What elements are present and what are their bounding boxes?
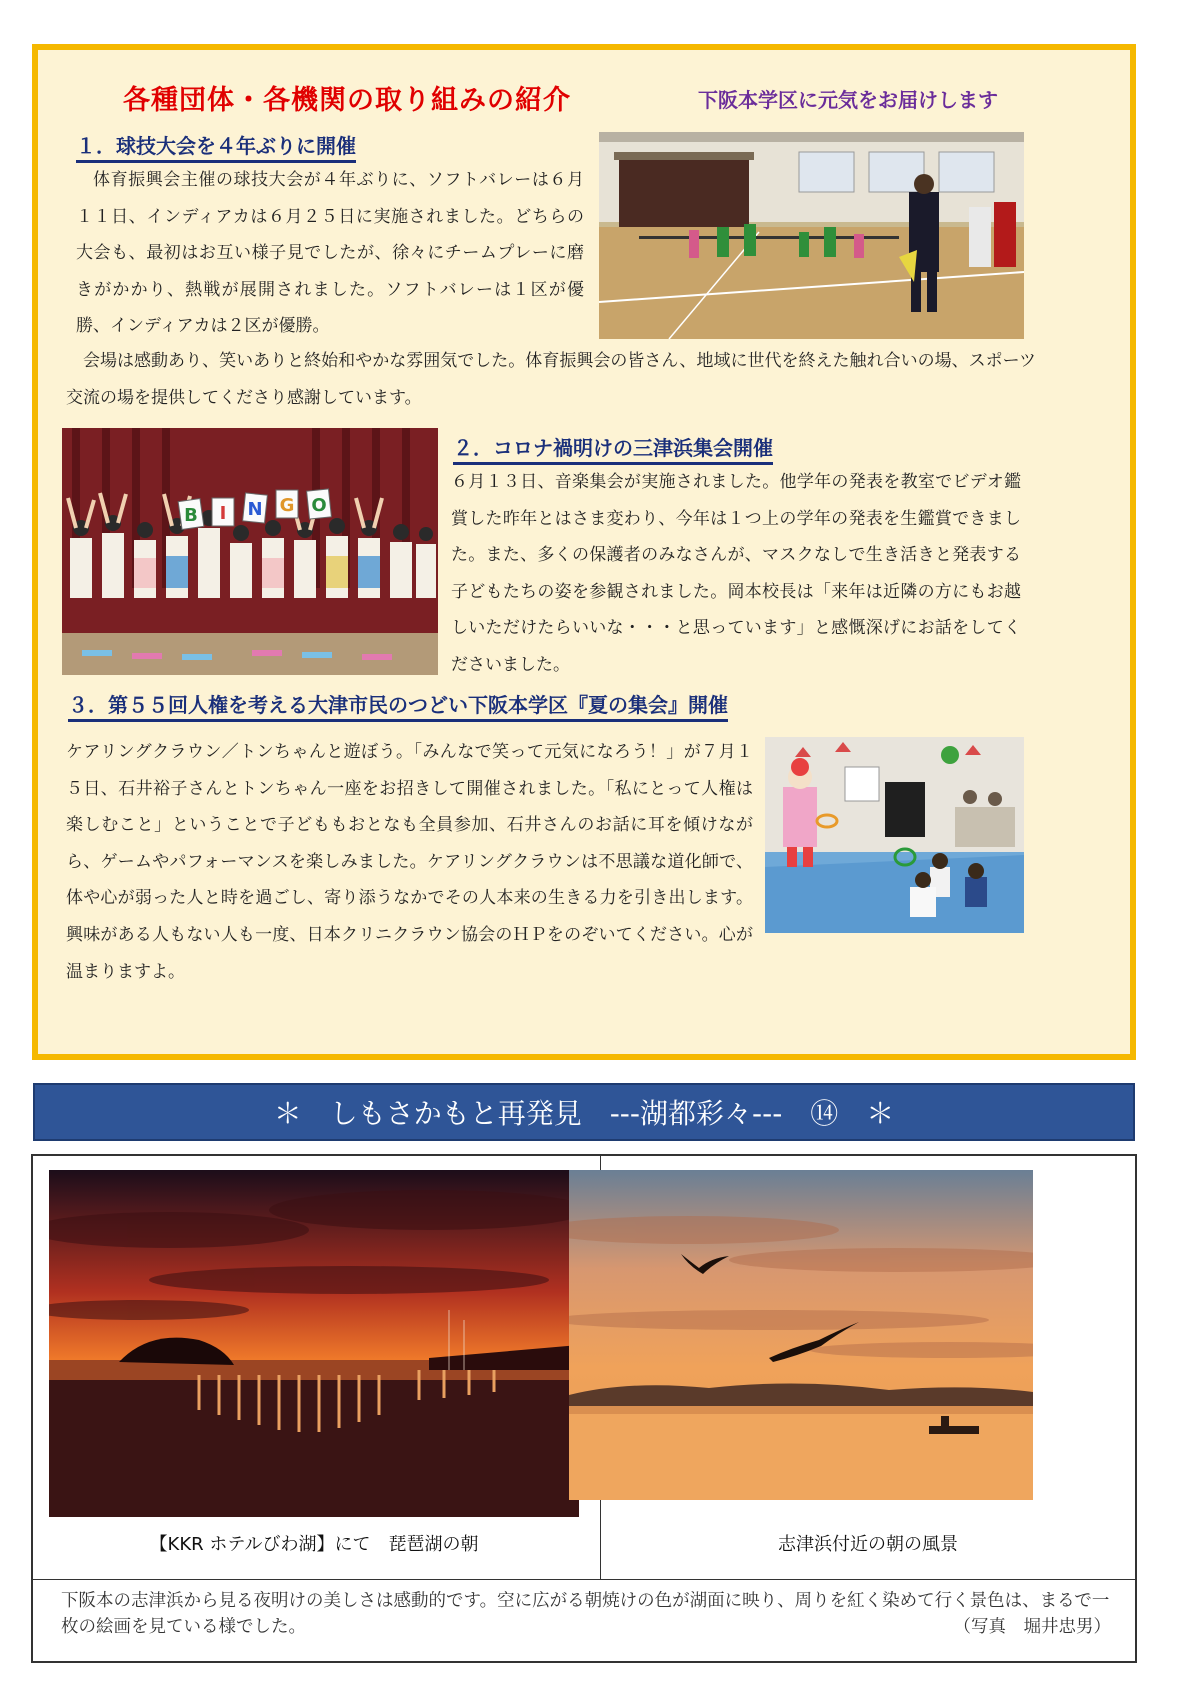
- sign-letter: O: [311, 495, 327, 516]
- section-2-heading: ２．コロナ禍明けの三津浜集会開催: [453, 435, 773, 465]
- sign-letter: G: [279, 495, 295, 516]
- row-divider: [33, 1579, 1135, 1580]
- ball-game-photo: [599, 132, 1024, 339]
- series-banner: ＊ しもさかもと再発見 ---湖都彩々--- ⑭ ＊: [33, 1083, 1135, 1141]
- page-subtitle: 下阪本学区に元気をお届けします: [698, 88, 998, 112]
- page-title: 各種団体・各機関の取り組みの紹介: [123, 85, 571, 116]
- section-1-body-2: 会場は感動あり、笑いありと終始和やかな雰囲気でした。体育振興会の皆さん、地域に世代を終えた触れ合いの場、スポーツ交流の場を提供してくださり感謝しています。: [66, 351, 1036, 408]
- sign-letter: B: [184, 505, 198, 526]
- section-1-heading: １．球技大会を４年ぶりに開催: [76, 133, 356, 163]
- lake-sunset-pier-photo: [49, 1170, 579, 1517]
- sign-letter: N: [247, 499, 263, 520]
- music-assembly-photo: [62, 428, 438, 675]
- photo-caption-left: 【KKR ホテルびわ湖】にて 琵琶湖の朝: [149, 1534, 479, 1555]
- photo-table: [31, 1154, 1137, 1663]
- section-1-body: 体育振興会主催の球技大会が４年ぶりに、ソフトバレーは６月１１日、インディアカは６月２５日に実施されました。どちらの大会も、最初はお互い様子見でしたが、徐々にチームプレーに磨きがかかり、熱戦が展開されました。ソフトバレーは１区が優勝、インディアカは２区が優勝。: [76, 170, 584, 337]
- sign-letter: I: [219, 503, 227, 524]
- lake-sunrise-birds-photo: [569, 1170, 1033, 1500]
- section-3-body: ケアリングクラウン／トンちゃんと遊ぼう。「みんなで笑って元気になろう！」が７月１５日、石井裕子さんとトンちゃん一座をお招きして開催されました。「私にとって人権は楽しむこと」ということで子どももおとなも全員参加、石井さんのお話に耳を傾けながら、ゲームやパフォーマンスを楽しみました。ケアリングクラウンは不思議な道化師で、体や心が弱った人と時を過ごし、寄り添うなかでその人本来の生きる力を引き出します。興味がある人もない人も一度、日本クリニクラウン協会のＨＰをのぞいてください。心が温まりますよ。: [66, 742, 753, 982]
- section-3-heading: ３．第５５回人権を考える大津市民のつどい下阪本学区『夏の集会』開催: [68, 692, 728, 722]
- photo-credit: （写真 堀井忠男）: [953, 1617, 1111, 1637]
- activities-panel: [32, 44, 1136, 1060]
- clown-event-photo: [765, 737, 1024, 933]
- description-text: 下阪本の志津浜から見る夜明けの美しさは感動的です。空に広がる朝焼けの色が湖面に映り、周りを紅く染めて行く景色は、まるで一枚の絵画を見ている様でした。: [61, 1591, 1110, 1637]
- section-2-body: ６月１３日、音楽集会が実施されました。他学年の発表を教室でビデオ鑑賞した昨年とはさま変わり、今年は１つ上の学年の発表を生鑑賞できました。また、多くの保護者のみなさんが、マスクなしで生き活きと発表する子どもたちの姿を参観されました。岡本校長は「来年は近隣の方にもお越しいただけたらいいな・・・と思っています」と感慨深げにお話をしてくださいました。: [451, 472, 1021, 675]
- photo-caption-right: 志津浜付近の朝の風景: [778, 1534, 958, 1555]
- photo-description: [61, 1588, 1111, 1640]
